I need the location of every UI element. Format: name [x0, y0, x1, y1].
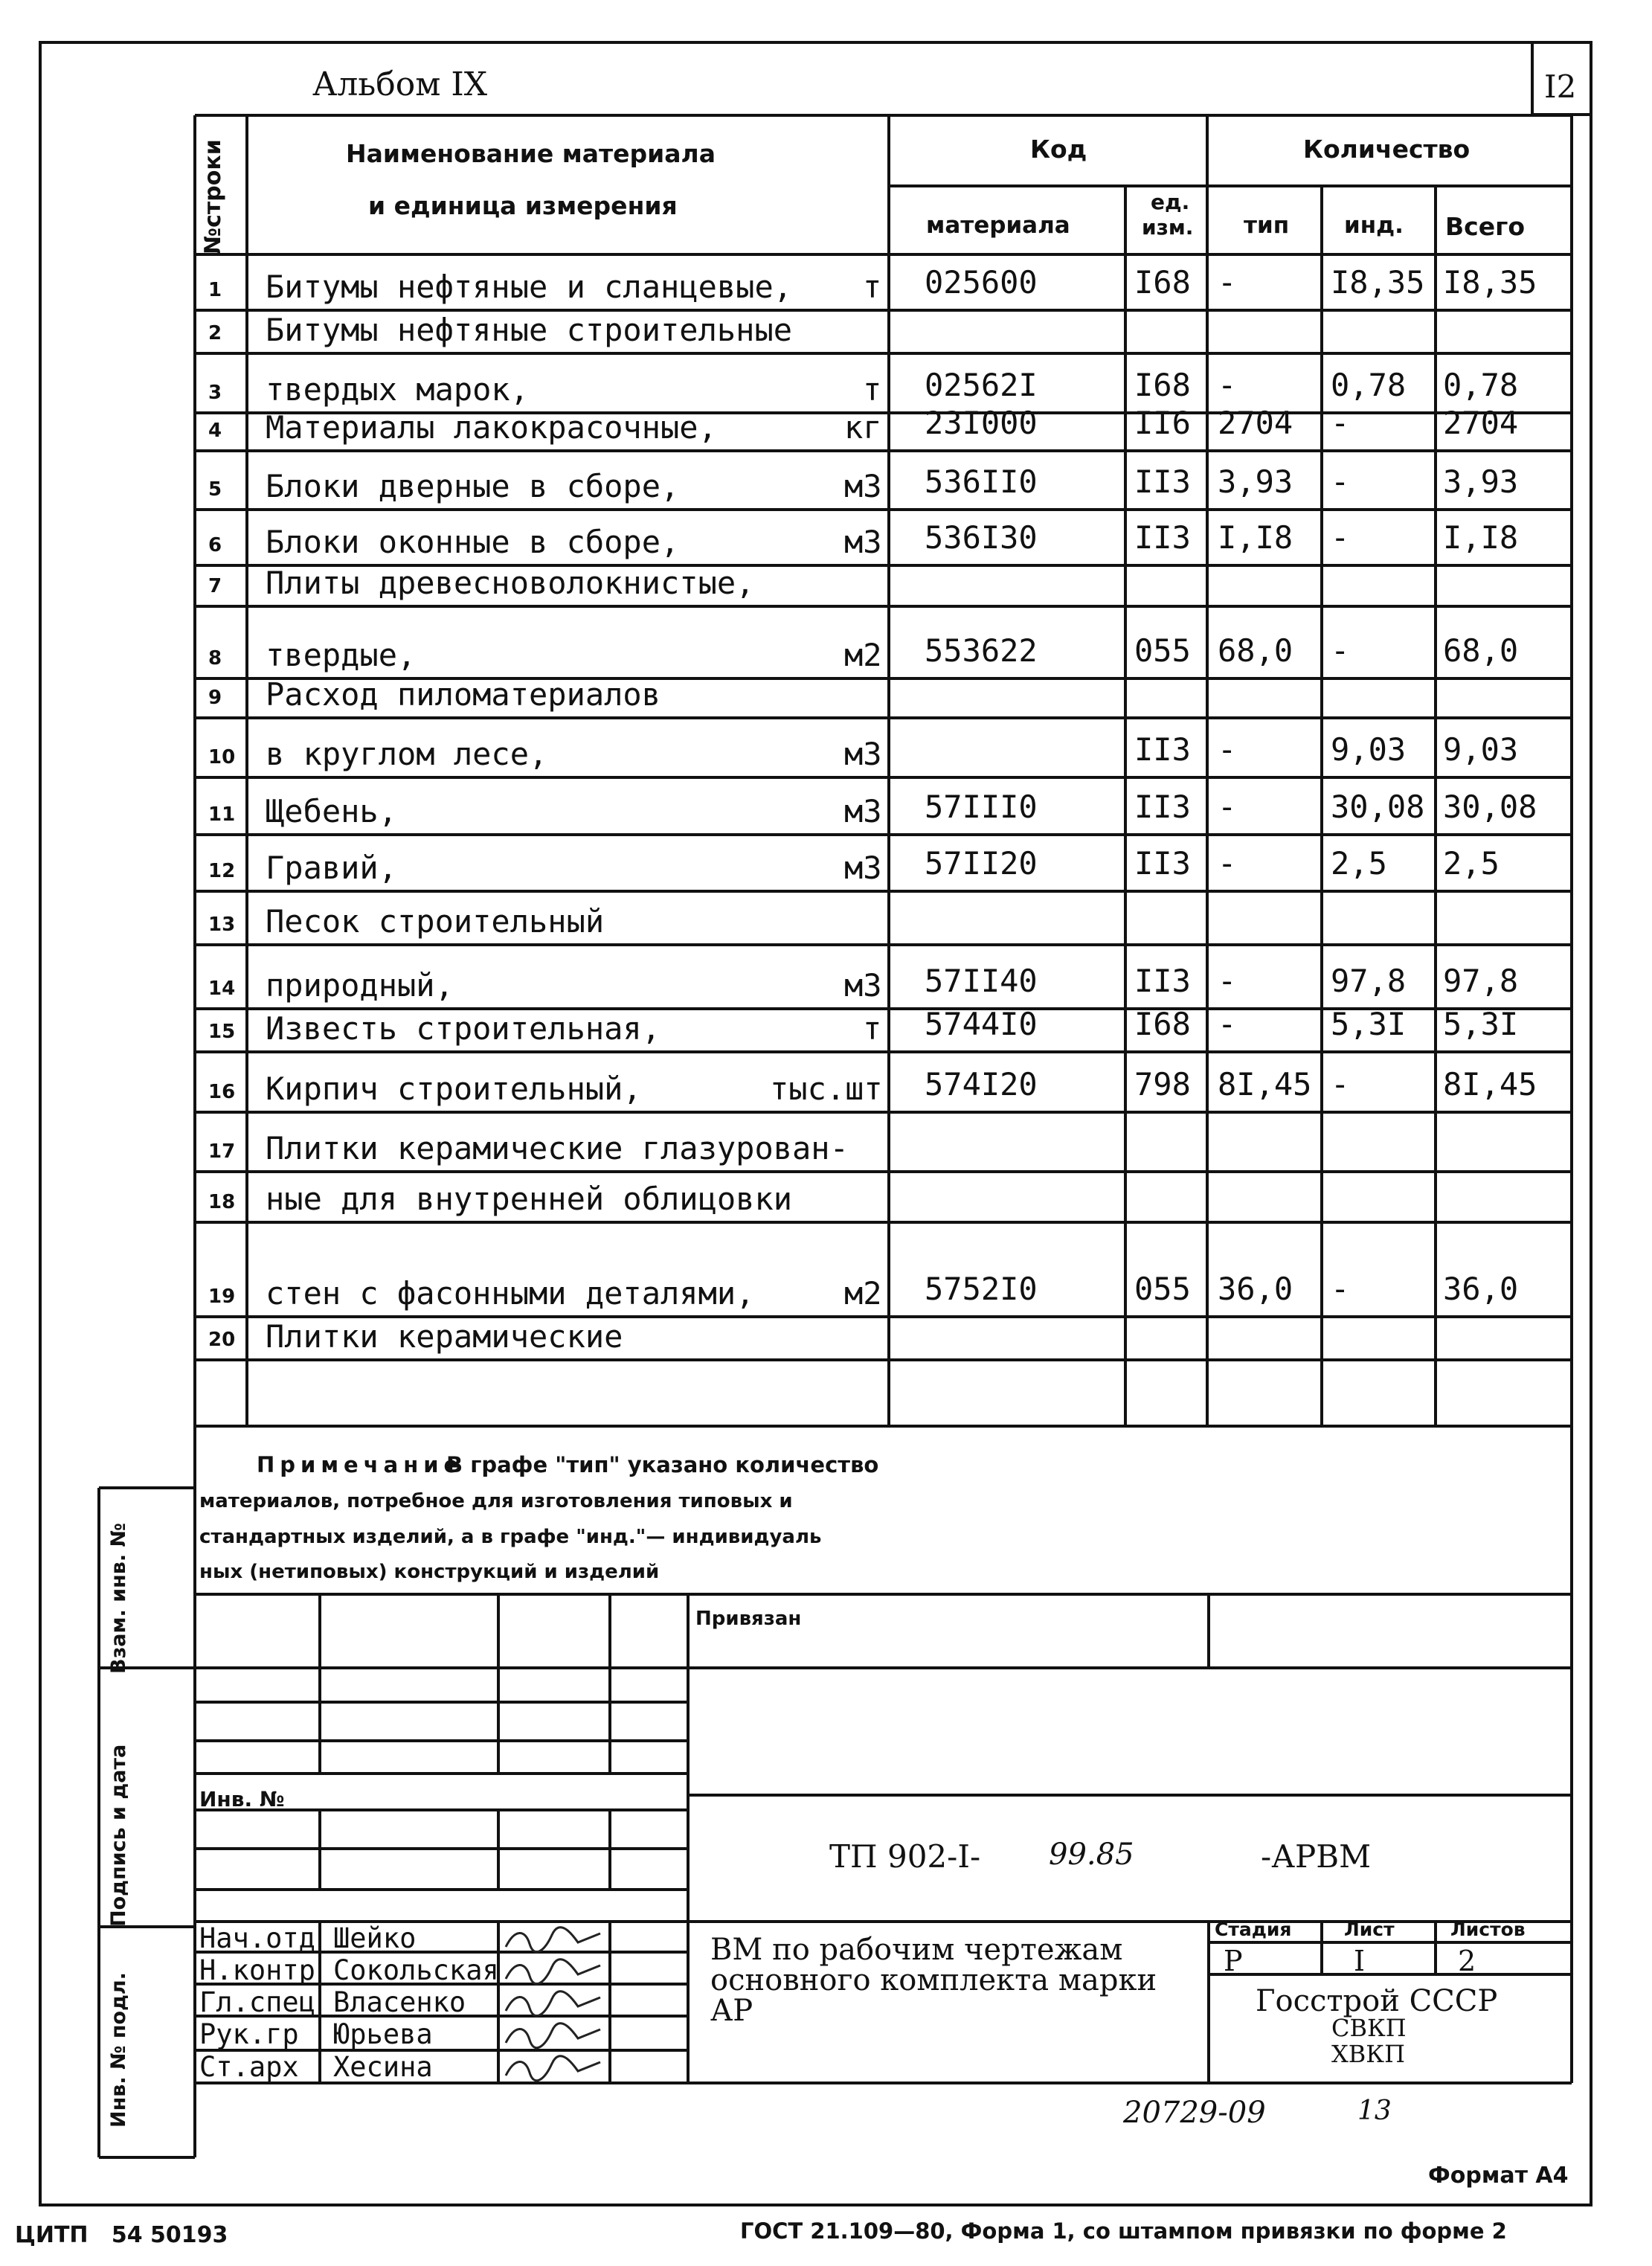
signature-mark	[500, 1958, 604, 1988]
material-code-header: материала	[926, 212, 1070, 239]
sheet-label: Лист	[1344, 1919, 1395, 1940]
unit-code: 798	[1134, 1066, 1191, 1102]
signature-mark	[500, 2022, 604, 2052]
material-name: Плиты древесноволокнистые,	[266, 565, 755, 601]
ind-value: -	[1331, 632, 1350, 669]
total-value: 0,78	[1443, 367, 1519, 403]
typ-value: 3,93	[1218, 463, 1293, 500]
material-code: 23I000	[925, 405, 1038, 441]
stage-value: Р	[1224, 1945, 1243, 1977]
total-value: 5,3I	[1443, 1006, 1519, 1042]
material-name: Щебень,	[266, 793, 398, 829]
unit-label: м3	[844, 736, 882, 772]
material-name: в круглом лесе,	[266, 736, 548, 772]
row-number: 18	[208, 1191, 236, 1213]
footer-left: ЦИТП 54 50193	[15, 2222, 228, 2248]
sheets-value: 2	[1458, 1945, 1476, 1977]
unit-code: I68	[1134, 367, 1191, 403]
signature-mark	[500, 1990, 604, 2020]
org-line1: Госстрой СССР	[1256, 1984, 1498, 2018]
unit-code: I68	[1134, 264, 1191, 301]
typ-header: тип	[1244, 212, 1290, 239]
total-value: 30,08	[1443, 789, 1537, 825]
material-code: 553622	[925, 632, 1038, 669]
row-number: 7	[208, 575, 222, 597]
row-number: 12	[208, 860, 236, 882]
material-name: Битумы нефтяные и сланцевые,	[266, 269, 793, 305]
ind-value: -	[1331, 1066, 1350, 1102]
ind-header: инд.	[1344, 212, 1404, 239]
material-name: стен с фасонными деталями,	[266, 1275, 755, 1312]
material-name: Материалы лакокрасочные,	[266, 409, 717, 446]
typ-value: 68,0	[1218, 632, 1293, 669]
org-line2: СВКП	[1331, 2014, 1407, 2042]
sheet-number: I2	[1544, 68, 1577, 105]
material-code: 5752I0	[925, 1271, 1038, 1307]
total-value: I8,35	[1443, 264, 1537, 301]
unit-code: II3	[1134, 789, 1191, 825]
material-code: 025600	[925, 264, 1038, 301]
ind-value: 2,5	[1331, 845, 1387, 882]
ind-value: 9,03	[1331, 731, 1407, 768]
ind-value: -	[1331, 405, 1350, 441]
unit-label: т	[863, 1010, 882, 1047]
signature-mark	[500, 2055, 604, 2084]
typ-value: I,I8	[1218, 519, 1293, 556]
material-code: 57III0	[925, 789, 1038, 825]
material-name: ные для внутренней облицовки	[266, 1181, 793, 1217]
unit-label: т	[863, 371, 882, 408]
material-name: Блоки дверные в сборе,	[266, 468, 680, 504]
note-line2: материалов, потребное для изготовления типовых и	[199, 1490, 793, 1512]
page-number-handwritten: 13	[1357, 2096, 1392, 2126]
ind-value: I8,35	[1331, 264, 1425, 301]
material-code: 02562I	[925, 367, 1038, 403]
material-code: 57II40	[925, 963, 1038, 999]
material-name: твердые,	[266, 637, 417, 673]
ind-value: -	[1331, 1271, 1350, 1307]
ind-value: -	[1331, 519, 1350, 556]
unit-label: м3	[844, 793, 882, 829]
row-number: 14	[208, 978, 236, 1000]
ind-value: 0,78	[1331, 367, 1407, 403]
row-number: 10	[208, 746, 236, 768]
unit-code: I68	[1134, 1006, 1191, 1042]
total-value: 3,93	[1443, 463, 1519, 500]
unit-code: II3	[1134, 963, 1191, 999]
signature-mark	[500, 1926, 604, 1956]
typ-value: -	[1218, 789, 1237, 825]
row-number: 4	[208, 420, 222, 442]
signer-name: Шейко	[333, 1922, 417, 1954]
stamp-title-line2: основного комплекта марки	[710, 1963, 1157, 1997]
total-value: 9,03	[1443, 731, 1519, 768]
material-code: 5744I0	[925, 1006, 1038, 1042]
material-name: природный,	[266, 967, 454, 1004]
typ-value: -	[1218, 264, 1237, 301]
material-name: Известь строительная,	[266, 1010, 661, 1047]
doc-code-suffix: -АРВМ	[1261, 1838, 1372, 1875]
quantity-header: Количество	[1303, 135, 1471, 164]
ind-value: 5,3I	[1331, 1006, 1407, 1042]
total-value: 97,8	[1443, 963, 1519, 999]
signer-role: Рук.гр	[199, 2018, 299, 2050]
row-number: 20	[208, 1329, 236, 1351]
typ-value: -	[1218, 963, 1237, 999]
ind-value: -	[1331, 463, 1350, 500]
signer-name: Власенко	[333, 1986, 466, 2018]
material-name: Блоки оконные в сборе,	[266, 524, 680, 560]
unit-code: II3	[1134, 845, 1191, 882]
signer-role: Гл.спец	[199, 1986, 315, 2018]
material-name: Песок строительный	[266, 903, 605, 940]
unit-label: м3	[844, 850, 882, 886]
row-number: 1	[208, 279, 222, 301]
unit-code: II6	[1134, 405, 1191, 441]
material-name: Плитки керамические	[266, 1318, 623, 1355]
note-word: Примечание	[257, 1452, 464, 1477]
inventory-number-handwritten: 20729-09	[1123, 2096, 1266, 2130]
material-code: 57II20	[925, 845, 1038, 882]
total-header: Всего	[1445, 212, 1526, 241]
material-code: 536I30	[925, 519, 1038, 556]
material-name: Кирпич строительный,	[266, 1071, 642, 1107]
row-number: 5	[208, 478, 222, 501]
doc-code-prefix: ТП 902-I-	[829, 1838, 981, 1875]
name-header-line2: и единица измерения	[368, 191, 678, 220]
org-line3: ХВКП	[1331, 2040, 1405, 2068]
row-number: 3	[208, 382, 222, 404]
footer-right: ГОСТ 21.109—80, Форма 1, со штампом привязки по форме 2	[740, 2218, 1507, 2244]
signer-role: Ст.арх	[199, 2051, 299, 2083]
inv-no-label: Инв. №	[199, 1787, 285, 1811]
ind-value: 30,08	[1331, 789, 1425, 825]
row-number: 17	[208, 1140, 236, 1163]
stage-label: Стадия	[1215, 1919, 1292, 1940]
format-label: Формат А4	[1428, 2163, 1569, 2189]
stamp-title-line3: АР	[710, 1994, 753, 2028]
unit-label: кг	[844, 409, 882, 446]
unit-code: II3	[1134, 463, 1191, 500]
ind-value: 97,8	[1331, 963, 1407, 999]
material-code: 574I20	[925, 1066, 1038, 1102]
unit-label: тыс.шт	[770, 1071, 883, 1107]
row-number: 19	[208, 1286, 236, 1308]
total-value: 8I,45	[1443, 1066, 1537, 1102]
row-number: 9	[208, 687, 222, 709]
signer-role: Н.контр	[199, 1954, 315, 1986]
signer-name: Хесина	[333, 2051, 433, 2083]
total-value: 2,5	[1443, 845, 1500, 882]
material-code: 536II0	[925, 463, 1038, 500]
material-name: Плитки керамические глазурован-	[266, 1130, 849, 1166]
name-header-line1: Наименование материала	[346, 139, 716, 168]
row-number: 11	[208, 803, 236, 826]
privyazan-label: Привязан	[695, 1608, 802, 1630]
sheets-label: Листов	[1450, 1919, 1526, 1940]
material-name: Битумы нефтяные строительные	[266, 312, 793, 348]
row-number: 16	[208, 1081, 236, 1103]
signer-name: Сокольская	[333, 1954, 499, 1986]
material-name: твердых марок,	[266, 371, 530, 408]
typ-value: 8I,45	[1218, 1066, 1312, 1102]
side-label-podpis-data: Подпись и дата	[107, 1744, 130, 1927]
typ-value: 36,0	[1218, 1271, 1293, 1307]
typ-value: 2704	[1218, 405, 1293, 441]
unit-code: II3	[1134, 519, 1191, 556]
unit-label: т	[863, 269, 882, 305]
row-number-header: №строки	[200, 139, 226, 254]
unit-code: 055	[1134, 1271, 1191, 1307]
unit-label: м2	[844, 637, 882, 673]
typ-value: -	[1218, 1006, 1237, 1042]
unit-label: м2	[844, 1275, 882, 1312]
unit-code-header-1: ед.	[1151, 190, 1190, 214]
unit-label: м3	[844, 524, 882, 560]
side-label-inv-podl: Инв. № подл.	[107, 1972, 130, 2128]
row-number: 2	[208, 322, 222, 344]
unit-label: м3	[844, 468, 882, 504]
unit-code-header-2: изм.	[1142, 215, 1194, 240]
total-value: I,I8	[1443, 519, 1519, 556]
row-number: 15	[208, 1021, 236, 1043]
unit-code: II3	[1134, 731, 1191, 768]
signer-name: Юрьева	[333, 2018, 433, 2050]
material-name: Расход пиломатериалов	[266, 676, 661, 713]
album-title: Альбом IX	[312, 65, 488, 103]
row-number: 6	[208, 534, 222, 556]
stamp-title-line1: ВМ по рабочим чертежам	[710, 1933, 1123, 1967]
row-number: 8	[208, 647, 222, 670]
note-line4: ных (нетиповых) конструкций и изделий	[199, 1561, 660, 1583]
total-value: 2704	[1443, 405, 1519, 441]
unit-code: 055	[1134, 632, 1191, 669]
side-label-vzam-inv: Взам. инв. №	[107, 1522, 130, 1674]
material-name: Гравий,	[266, 850, 398, 886]
doc-code-handwritten: 99.85	[1049, 1837, 1134, 1872]
sheet-value: I	[1354, 1945, 1366, 1977]
code-header: Код	[1030, 135, 1087, 164]
typ-value: -	[1218, 731, 1237, 768]
note-line3: стандартных изделий, а в графе "инд."— индивидуаль	[199, 1526, 822, 1548]
row-number: 13	[208, 914, 236, 936]
signer-role: Нач.отд	[199, 1922, 315, 1954]
note-line1: В графе "тип" указано количество	[446, 1452, 879, 1477]
typ-value: -	[1218, 845, 1237, 882]
total-value: 68,0	[1443, 632, 1519, 669]
typ-value: -	[1218, 367, 1237, 403]
total-value: 36,0	[1443, 1271, 1519, 1307]
unit-label: м3	[844, 967, 882, 1004]
